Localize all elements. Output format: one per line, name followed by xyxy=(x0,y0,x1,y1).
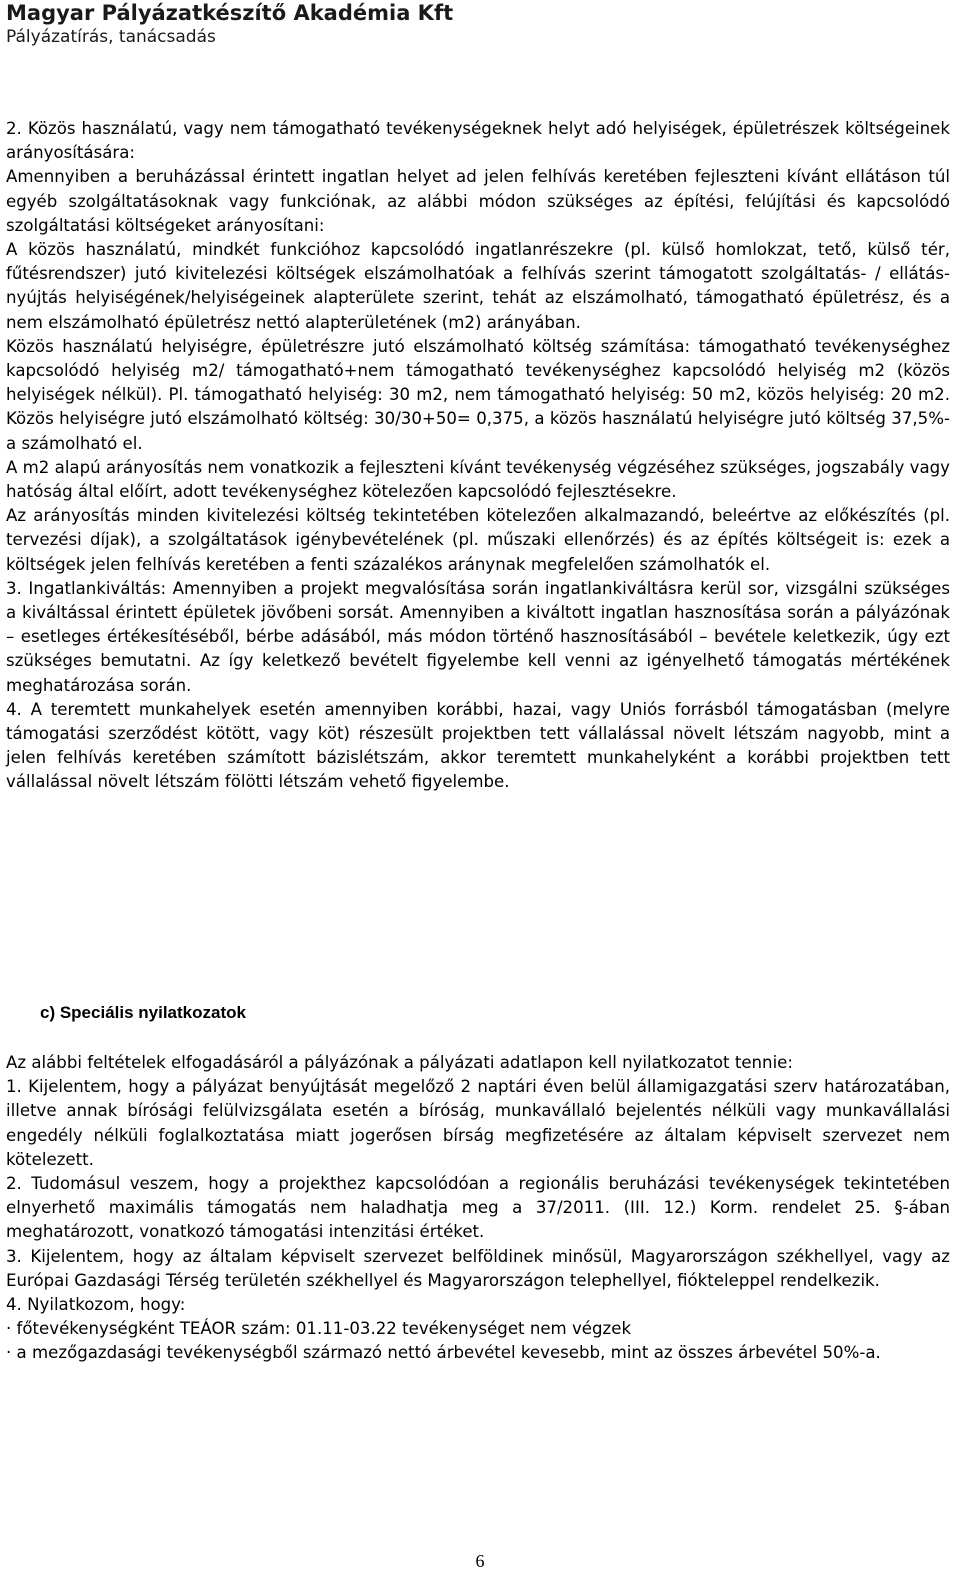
main-content xyxy=(6,117,950,795)
company-name: Magyar Pályázatkészítő Akadémia Kft xyxy=(6,1,454,25)
declaration-3: 3. Kijelentem, hogy az általam képviselt szervezet belföldinek minősül, Magyarországon székhellyel, vagy az Európai Gazdasági Térség területén székhellyel és Magyarországon telephellyel, fiókteleppel rendelkezik. xyxy=(6,1246,950,1290)
declarations-content xyxy=(6,1051,950,1366)
declarations-intro: Az alábbi feltételek elfogadásáról a pályázónak a pályázati adatlapon kell nyilatkozatot tennie: xyxy=(6,1053,793,1072)
declaration-1: 1. Kijelentem, hogy a pályázat benyújtását megelőző 2 naptári éven belül államigazgatási szerv határozatában, illetve annak bírósági felülvizsgálata esetén a bíróság, munkavállaló bejelentés nélküli vagy munkavállalási engedély nélküli foglalkoztatása miatt jogerősen bírság megfizetésére az általam képviselt szervezet nem kötelezett. xyxy=(6,1077,950,1169)
company-tagline: Pályázatírás, tanácsadás xyxy=(6,27,216,47)
section-2-paragraph-5: Az arányosítás minden kivitelezési költség tekintetében kötelezően alkalmazandó, beleértve az előkészítés (pl. tervezési díjak), a szolgáltatások igénybevételének (pl. műszaki ellenőrzés) és az építés költségeit is: ezek a költségek jelen felhívás keretében a fenti százalékos aránynak megfelelően számolhatók el. xyxy=(6,506,950,574)
section-2-paragraph-2: A közös használatú, mindkét funkcióhoz kapcsolódó ingatlanrészekre (pl. külső homlokzat, tető, külső tér, fűtésrendszer) jutó kivitelezési költségek elszámolhatóak a felhívás szerint támogatott szolgáltatás- / ellátás-nyújtás helyiségének/helyiségeinek alapterülete szerint, tehát az elszámolható, támogatható épületrész, és a nem elszámolható épületrész nettó alapterületének (m2) arányában. xyxy=(6,240,950,332)
section-2-paragraph-3: Közös használatú helyiségre, épületrészre jutó elszámolható költség számítása: támogatható tevékenységhez kapcsolódó helyiség m2/ támogatható+nem támogatható tevékenységhez kapcsolódó helyiség m2 (közös helyiségek nélkül). Pl. támogatható helyiség: 30 m2, nem támogatható helyiség: 50 m2, közös helyiség: 20 m2. Közös helyiségre jutó elszámolható költség: 30/30+50= 0,375, a közös használatú helyiségre jutó költség 37,5%-a számolható el. xyxy=(6,336,950,453)
subsection-c-title: c) Speciális nyilatkozatok xyxy=(40,1003,246,1022)
declaration-2: 2. Tudomásul veszem, hogy a projekthez kapcsolódóan a regionális beruházási tevékenységek tekintetében elnyerhető maximális támogatás nem haladhatja meg a 37/2011. (III. 12.) Korm. rendelet 25. §-ában meghatározott, vonatkozó támogatási intenzitási értéket. xyxy=(6,1174,950,1242)
page-number: 6 xyxy=(475,1551,485,1571)
section-4-paragraph: 4. A teremtett munkahelyek esetén amennyiben korábbi, hazai, vagy Uniós forrásból támogatásban (melyre támogatási szerződést kötött, vagy köt) részesült projektben tett vállalással növelt létszám nagyobb, mint a jelen felhívás keretében számított bázislétszám, akkor teremtett munkahelyként a korábbi projektben tett vállalással növelt létszám fölötti létszám vehető figyelembe. xyxy=(6,699,950,792)
declaration-4: 4. Nyilatkozom, hogy: xyxy=(6,1295,186,1315)
declaration-4-bullet-2: · a mezőgazdasági tevékenységből származó nettó árbevétel kevesebb, mint az összes árbevétel 50%-a. xyxy=(6,1343,881,1363)
declaration-4-bullet-1: · főtevékenységként TEÁOR szám: 01.11-03.22 tevékenységet nem végzek xyxy=(6,1319,632,1339)
section-2-paragraph-4: A m2 alapú arányosítás nem vonatkozik a fejleszteni kívánt tevékenység végzéséhez szükséges, jogszabály vagy hatóság által előírt, adott tevékenységhez kötelezően kapcsolódó fejlesztésekre. xyxy=(6,457,950,502)
section-2-heading: 2. Közös használatú, vagy nem támogatható tevékenységeknek helyt adó helyiségek, épületrészek költségeinek arányosítására: xyxy=(6,119,950,163)
section-2-paragraph-1: Amennyiben a beruházással érintett ingatlan helyet ad jelen felhívás keretében fejleszteni kívánt ellátáson túl egyéb szolgáltatásoknak vagy funkciónak, az alábbi módon szükséges az építési, felújítási és kapcsolódó szolgáltatási költségeket arányosítani: xyxy=(6,167,950,235)
document-header xyxy=(6,0,453,48)
section-3-paragraph: 3. Ingatlankiváltás: Amennyiben a projekt megvalósítása során ingatlankiváltásra kerül sor, vizsgálni szükséges a kiváltással érintett épületek jövőbeni sorsát. Amennyiben a kiváltott ingatlan hasznosítása során a pályázónak – esetleges értékesítéséből, bérbe adásából, más módon történő hasznosításából – bevétele keletkezik, úgy ezt szükséges bemutatni. Az így keletkező bevételt figyelembe kell venni az igényelhető támogatás mértékének meghatározása során. xyxy=(6,578,950,695)
